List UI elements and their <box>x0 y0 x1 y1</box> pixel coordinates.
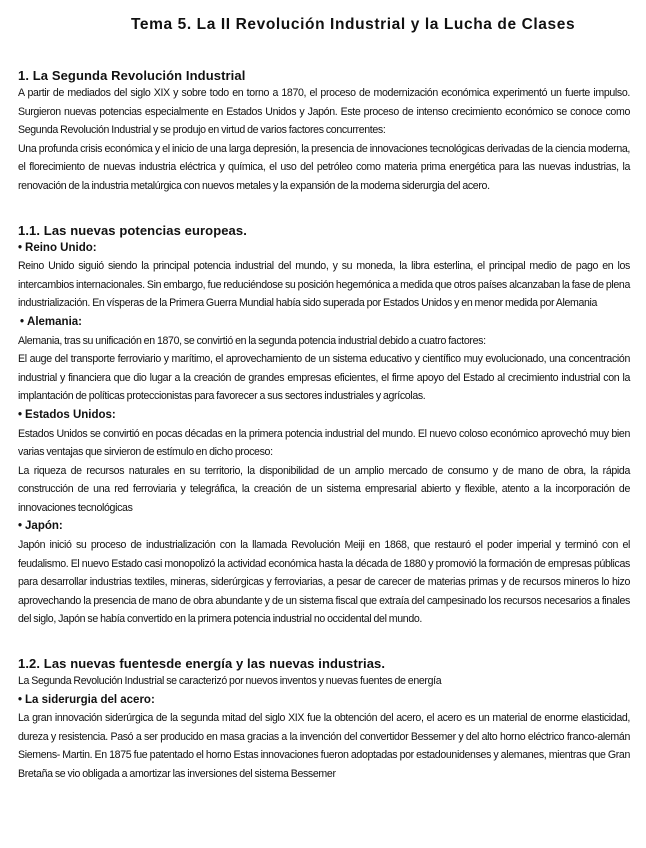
spacer <box>18 629 630 655</box>
document-title: Tema 5. La II Revolución Industrial y la Lucha de Clases <box>131 16 576 33</box>
subheading-japon <box>18 517 630 536</box>
paragraph: La riqueza de recursos naturales en su territorio, la disponibilidad de un amplio mercado de consumo y de mano de obra, la rápida construcción de una red ferroviaria y telegráfica, la creación de un sistema empresarial abierto y flexible, atento a la incorporación de innovaciones tecnológicas <box>18 464 630 514</box>
section-heading: 1.1. Las nuevas potencias europeas. <box>18 222 247 238</box>
subheading-siderurgia <box>18 691 630 710</box>
subheading-label: Alemania: <box>27 315 82 328</box>
bullet-icon: • <box>18 520 23 533</box>
section-segunda-revolucion <box>18 67 630 196</box>
subheading-label: Japón: <box>25 520 63 533</box>
section-nuevas-fuentes-energia <box>18 655 630 784</box>
section-nuevas-potencias <box>18 222 630 629</box>
paragraph: El auge del transporte ferroviario y marítimo, el aprovechamiento de un sistema educativo y científico muy evolucionado, una concentración industrial y financiera que dio lugar a la creación de grandes empresas eficientes, el firme apoyo del Estado al crecimiento industrial con la implantación de políticas proteccionistas para favorecer a sus sectores industriales y agrícolas. <box>18 353 630 403</box>
section-heading: 1. La Segunda Revolución Industrial <box>18 68 246 83</box>
section-heading: 1.2. Las nuevas fuentesde energía y las nuevas industrias. <box>18 656 386 672</box>
subheading-alemania <box>18 313 630 332</box>
paragraph: La Segunda Revolución Industrial se caracterizó por nuevos inventos y nuevas fuentes de energía <box>18 675 442 688</box>
bullet-icon: • <box>20 315 25 328</box>
paragraph: A partir de mediados del siglo XIX y sobre todo en torno a 1870, el proceso de modernización económica experimentó un fuerte impulso. Surgieron nuevas potencias especialmente en Estados Unidos y Japón. Este proceso de intenso crecimiento económico se conoce como Segunda Revolución Industrial y se produjo en virtud de varios factores concurrentes: <box>18 87 630 137</box>
paragraph: Una profunda crisis económica y el inicio de una larga depresión, la presencia de innovaciones tecnológicas derivadas de la ciencia moderna, el florecimiento de nuevas industria eléctrica y química, el uso del petróleo como materia prima energética para las nuevas industrias, la renovación de la industria metalúrgica con nuevos metales y la expansión de la moderna siderurgia del acero. <box>18 142 630 192</box>
subheading-label: Reino Unido: <box>25 241 97 254</box>
subheading-label: Estados Unidos: <box>25 408 116 421</box>
paragraph: Reino Unido siguió siendo la principal potencia industrial del mundo, y su moneda, la libra esterlina, el principal medio de pago en los intercambios internacionales. Sin embargo, fue reduciéndose su posición hegemónica a medida que otros países alcanzaban la fase de plena industrialización. En vísperas de la Primera Guerra Mundial había sido superada por Estados Unidos y en menor medida por Alemania <box>18 260 630 310</box>
spacer <box>18 196 630 222</box>
paragraph: La gran innovación siderúrgica de la segunda mitad del siglo XIX fue la obtención del acero, el acero es un material de enorme elasticidad, dureza y resistencia. Pasó a ser producido en masa gracias a la invención del convertidor Bessemer y del alto horno eléctrico franco-alemán Siemens- Martin. En 1875 fue patentado el horno Estas innovaciones fueron adoptadas por estadounidenses y alemanes, mientras que Gran Bretaña se vio obligada a amortizar las inversiones del sistema Bessemer <box>18 712 630 780</box>
subheading-estados-unidos <box>18 406 630 425</box>
paragraph: Japón inició su proceso de industrialización con la llamada Revolución Meiji en 1868, que restauró el poder imperial y terminó con el feudalismo. El nuevo Estado casi monopolizó la actividad económica hasta la década de 1880 y promovió la formación de empresas públicas para desarrollar industrias textiles, mineras, siderúrgicas y ferroviarias, a pesar de carecer de materias primas y de recursos mineros lo hizo aprovechando la presencia de mano de obra abundante y de un sistema fiscal que extraía del campesinado los recursos necesarios a finales del siglo, Japón se había convertido en la primera potencia industrial no occidental del mundo. <box>18 539 630 626</box>
subheading-reino-unido <box>18 239 630 258</box>
document-body <box>18 67 630 784</box>
bullet-icon: • <box>18 693 23 706</box>
subheading-label: La siderurgia del acero: <box>25 693 155 706</box>
paragraph: Alemania, tras su unificación en 1870, se convirtió en la segunda potencia industrial debido a cuatro factores: <box>18 334 486 347</box>
bullet-icon: • <box>18 408 23 421</box>
paragraph: Estados Unidos se convirtió en pocas décadas en la primera potencia industrial del mundo. El nuevo coloso económico aprovechó muy bien varias ventajas que sirvieron de estímulo en dicho proceso: <box>18 427 630 459</box>
bullet-icon: • <box>18 241 23 254</box>
